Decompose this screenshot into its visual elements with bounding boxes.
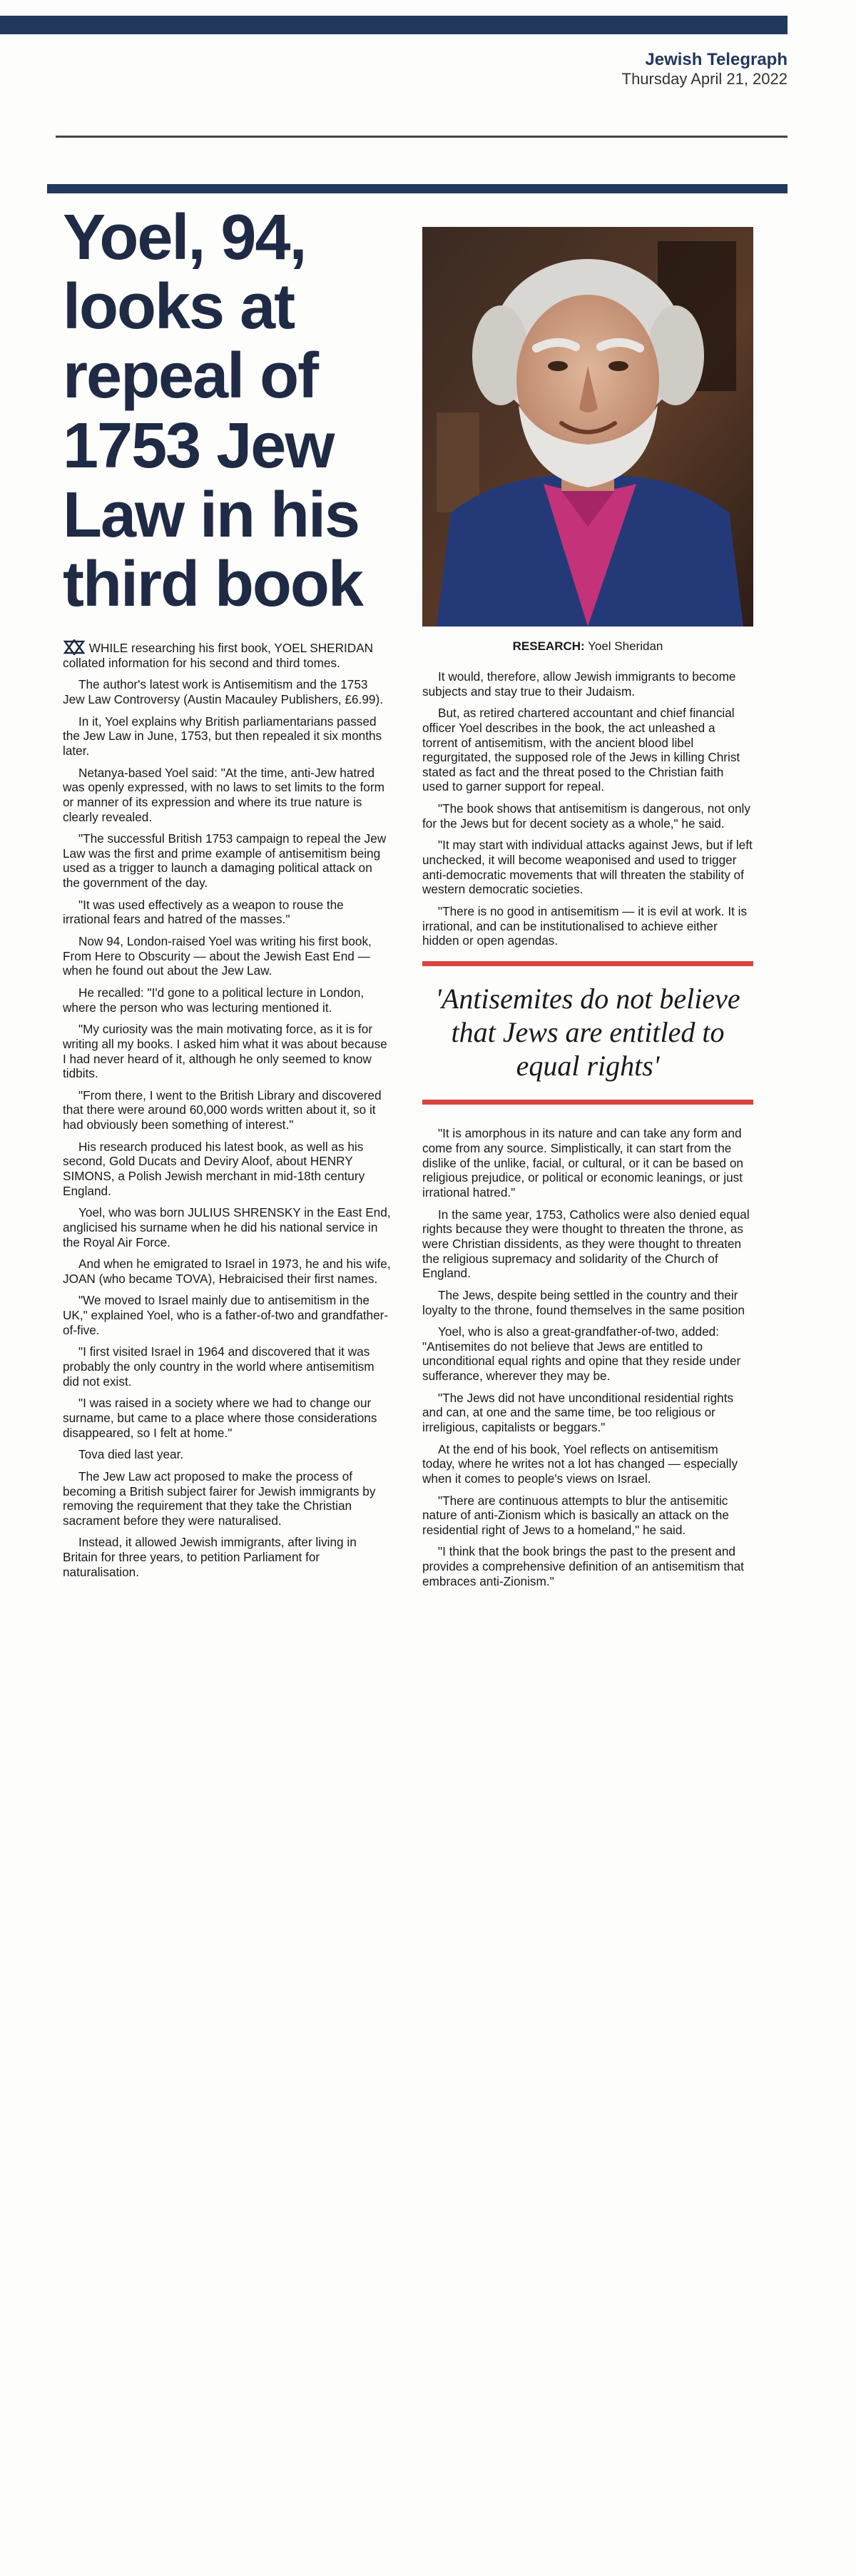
body-paragraph: "The Jews did not have unconditional residential rights and can, at one and the same time, be too religious or irreligious, capitalists or beggars.": [422, 1390, 734, 1434]
masthead: [622, 50, 788, 88]
body-paragraph: And when he emigrated to Israel in 1973, he and his wife, JOAN (who became TOVA), Hebraicised their first names.: [63, 1257, 391, 1286]
body-paragraph: "My curiosity was the main motivating force, as it is for writing all my books. I asked him what it was about because I had never heard of it, although he only seemed to know tidbits.: [63, 1022, 387, 1081]
pull-quote-rule-bottom: [422, 1100, 753, 1105]
body-paragraph: At the end of his book, Yoel reflects on antisemitism today, where he writes not a lot has changed — especially when it comes to people's views on Israel.: [422, 1441, 738, 1486]
masthead-divider: [56, 136, 788, 138]
publication-date: Thursday April 21, 2022: [621, 70, 788, 88]
caption-tag: RESEARCH:: [512, 639, 585, 653]
body-paragraph: The Jew Law act proposed to make the process of becoming a British subject fairer for Jewish immigrants by removing the requirement that they take the Christian sacrament before they were naturalised.: [63, 1469, 376, 1528]
body-paragraph: Yoel, who was born JULIUS SHRENSKY in the East End, anglicised his surname when he did his national service in the Royal Air Force.: [63, 1205, 391, 1249]
body-paragraph: Instead, it allowed Jewish immigrants, after living in Britain for three years, to petition Parliament for naturalisation.: [63, 1535, 357, 1579]
body-paragraph: "I was raised in a society where we had to change our surname, but came to a place where those considerations disappeared, so I felt at home.": [63, 1396, 377, 1440]
body-paragraph: "From there, I went to the British Library and discovered that there were around 60,000 words written about it, so it had obviously been something of interest.": [63, 1087, 382, 1132]
pull-quote-rule-top: [422, 961, 753, 966]
pull-quote: 'Antisemites do not believe that Jews are entitled to equal rights': [435, 982, 740, 1082]
body-paragraph: Yoel, who is also a great-grandfather-of-two, added: "Antisemites do not believe that Jews are entitled to unconditional equal rights and opine that they reside under sufferance, wherever they may be.: [422, 1324, 741, 1384]
article-headline: Yoel, 94, looks at repeal of 1753 Jew Law in his third book: [63, 202, 362, 620]
body-paragraph: "It is amorphous in its nature and can take any form and come from any source. Simplistically, it can start from the dislike of the unlike, facial, or cultural, or it can be based on religious prejudice, or political or economic leanings, or just irrational hatred.": [422, 1126, 743, 1200]
body-paragraph: "There are continuous attempts to blur the antisemitic nature of anti-Zionism which is basically an attack on the residential right of Jews to a homeland," he said.: [422, 1493, 729, 1537]
body-paragraph: "It was used effectively as a weapon to rouse the irrational fears and hatred of the masses.": [63, 897, 344, 927]
body-paragraph: "The successful British 1753 campaign to repeal the Jew Law was the first and prime example of antisemitism being used as a trigger to launch a damaging political attack on the government of the day.: [63, 831, 387, 891]
body-paragraph: "I first visited Israel in 1964 and discovered that it was probably the only country in the world where antisemitism did not exist.: [63, 1344, 374, 1389]
body-paragraph: Now 94, London-raised Yoel was writing his first book, From Here to Obscurity — about the Jewish East End — when he found out about the Jew Law.: [63, 934, 372, 978]
portrait-illustration: [422, 227, 753, 627]
right-body-text-top: [422, 669, 753, 948]
body-paragraph: "There is no good in antisemitism — it is evil at work. It is irrational, and can be institutionalised to achieve either hidden or open agendas.: [422, 903, 748, 948]
body-paragraph: He recalled: "I'd gone to a political lecture in London, where the person who was lecturing mentioned it.: [63, 985, 365, 1015]
left-column: [63, 203, 392, 1586]
body-paragraph: In the same year, 1753, Catholics were also denied equal rights because they were thought to threaten the throne, as were Christian dissidents, as they were thought to threaten the religious supremacy and solidarity of the Church of England.: [422, 1207, 750, 1281]
portrait-photo: [422, 227, 753, 627]
body-paragraph: Tova died last year.: [78, 1447, 184, 1462]
pull-quote-block: [422, 961, 753, 1105]
body-paragraph: It would, therefore, allow Jewish immigrants to become subjects and stay true to their Judaism.: [422, 669, 736, 699]
right-column: [422, 227, 753, 1596]
star-of-david-icon: [63, 639, 86, 655]
body-paragraph: In it, Yoel explains why British parliamentarians passed the Jew Law in June, 1753, but then repealed it six months later.: [63, 714, 382, 758]
publication-name: Jewish Telegraph: [645, 50, 788, 69]
body-paragraph: "It may start with individual attacks against Jews, but if left unchecked, it will become weaponised and used to trigger anti-democratic movements that will threaten the stability of western democratic societies.: [422, 838, 753, 897]
body-paragraph: The Jews, despite being settled in the country and their loyalty to the throne, found themselves in the same position: [422, 1287, 745, 1317]
body-paragraph: "We moved to Israel mainly due to antisemitism in the UK," explained Yoel, who is a father-of-two and grandfather-of-five.: [63, 1293, 389, 1337]
left-body-text: [63, 639, 392, 1579]
body-paragraph: "I think that the book brings the past to the present and provides a comprehensive definition of an antisemitism that embraces anti-Zionism.": [422, 1544, 744, 1588]
body-paragraph: WHILE researching his first book, YOEL SHERIDAN collated information for his second and third tomes.: [63, 641, 374, 670]
body-paragraph: "The book shows that antisemitism is dangerous, not only for the Jews but for decent society as a whole," he said.: [422, 801, 750, 831]
caption-name: Yoel Sheridan: [588, 639, 663, 653]
body-paragraph: His research produced his latest book, as well as his second, Gold Ducats and Deviry Aloof, about HENRY SIMONS, a Polish Jewish merchant in mid-18th century England.: [63, 1139, 365, 1198]
top-color-bar: [0, 16, 788, 34]
body-paragraph: But, as retired chartered accountant and chief financial officer Yoel describes in the book, the act unleashed a torrent of antisemitism, with the ancient blood libel regurgitated, the supposed role of the Jews in killing Christ stated as fact and the threat posed to the Christian faith used to garner support for repeal.: [422, 706, 740, 794]
right-body-text-bottom: [422, 1126, 753, 1588]
body-paragraph: The author's latest work is Antisemitism and the 1753 Jew Law Controversy (Austin Macauley Publishers, £6.99).: [63, 677, 383, 707]
article-top-rule: [47, 184, 788, 193]
body-paragraph: Netanya-based Yoel said: "At the time, anti-Jew hatred was openly expressed, with no laws to set limits to the form or manner of its expression and where its true nature is clearly revealed.: [63, 765, 384, 824]
photo-caption: [422, 639, 753, 654]
